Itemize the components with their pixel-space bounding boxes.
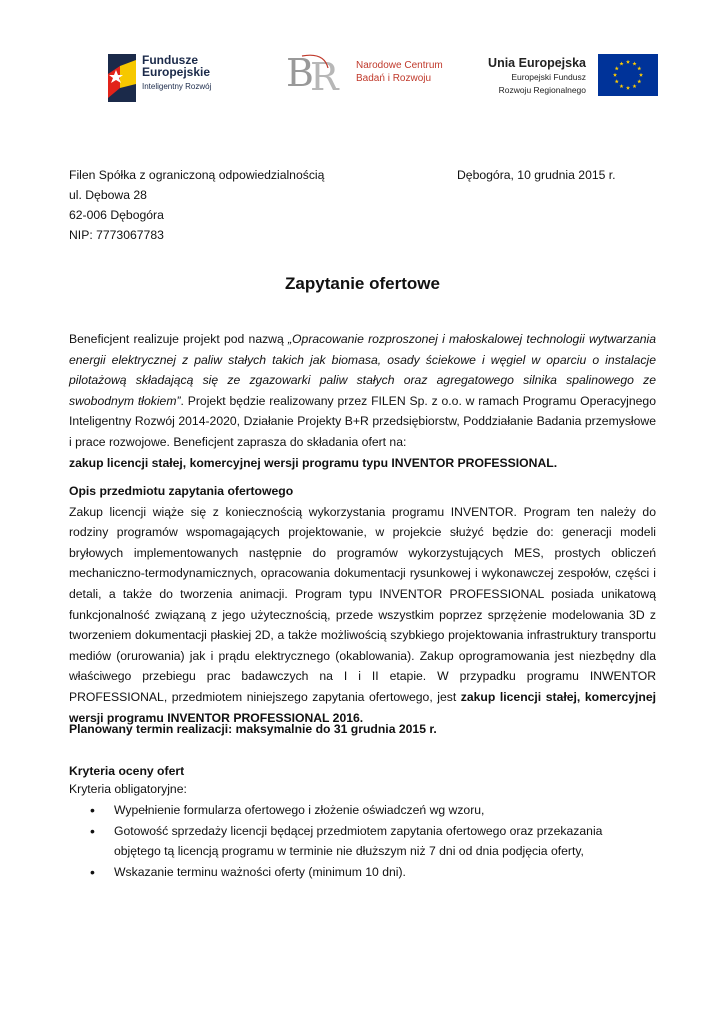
intro-paragraph [69, 329, 656, 473]
description-heading: Opis przedmiotu zapytania ofertowego [69, 484, 294, 498]
sender-street: ul. Dębowa 28 [69, 188, 147, 202]
ncbr-line1: Narodowe Centrum [356, 60, 443, 71]
eu-logo [470, 54, 658, 96]
fe-line2: Europejskie [142, 65, 211, 79]
eu-line1: Europejski Fundusz [511, 72, 586, 82]
ncbr-line2: Badań i Rozwoju [356, 73, 432, 84]
criteria-subheading: Kryteria obligatoryjne: [69, 782, 187, 796]
intro-rest: . Projekt będzie realizowany przez FILEN Sp. z o.o. w ramach Programu Operacyjnego Inteligentny Rozwój 2014-2020, Działanie Projekty B+R przedsiębiorstw, Poddziałanie Badania przemysłowe i prace rozwojowe. Beneficjent zaprasza do składania ofert na: [69, 393, 656, 449]
description-bold-end: zakup licencji stałej, komercyjnej wersji programu INVENTOR PROFESSIONAL 2016. [69, 689, 656, 725]
sender-company: Filen Spółka z ograniczoną odpowiedzialnością [69, 168, 325, 182]
fundusze-europejskie-logo [108, 54, 211, 102]
eu-title: Unia Europejska [488, 56, 586, 70]
description-section [69, 484, 656, 728]
criteria-item: • Gotowość sprzedaży licencji będącej przedmiotem zapytania ofertowego oraz przekazania objętego tą licencją programu w terminie nie dłuższym niż 7 dni od dnia podjęcia oferty, [90, 821, 650, 862]
eu-line2: Rozwoju Regionalnego [498, 85, 586, 95]
fundusze-europejskie-icon [108, 54, 136, 102]
fe-line3: Inteligentny Rozwój [142, 82, 212, 91]
ncbr-logo [284, 50, 443, 94]
svg-text:B: B [286, 51, 314, 94]
eu-flag-icon [598, 54, 658, 96]
description-text: Zakup licencji wiąże się z koniecznością wykorzystania programu INVENTOR. Program ten należy do rodziny programów wspomagających projektowanie, w projekcie służyć będzie do: generacji modeli bryłowych implementowanych następnie do programów wykorzystujących MES, prostych obliczeń mechaniczno-termodynamicznych, opracowania dokumentacji rysunkowej i wykonawczej zespołów, części i detali, a także do tworzenia animacji. Program typu INVENTOR PROFESSIONAL posiada unikatową funkcjonalność związaną z jego użytecznością, przede wszystkim poprzez sprzężenie modelowania 3D z tworzeniem dokumentacji płaskiej 2D, a także możliwością szybkiego projektowania infrastruktury transportu mediów (orurowania) jak i prądu elektrycznego (okablowania). Zakup oprogramowania jest niezbędny dla właściwego przebiegu prac badawczych na I i II etapie. W przypadku programu INWENTOR PROFESSIONAL, przedmiotem niniejszego zapytania ofertowego, jest [69, 504, 656, 704]
sender-city: 62-006 Dębogóra [69, 208, 164, 222]
document-date: Dębogóra, 10 grudnia 2015 r. [457, 168, 616, 182]
sender-nip: NIP: 7773067783 [69, 228, 164, 242]
sender-address [69, 165, 324, 245]
project-name: „Opracowanie rozproszonej i małoskalowej technologii wytwarzania energii elektrycznej z paliw stałych takich jak biomasa, osady ściekowe i węgiel w oparciu o instalacje pilotażową składającą się ze zgazowarki paliw stałych oraz agregatowego silnika spalinowego ze swobodnym tłokiem” [69, 332, 656, 408]
criteria-item: • Wskazanie terminu ważności oferty (minimum 10 dni). [90, 862, 650, 883]
fe-line1: Fundusze [142, 53, 198, 67]
criteria-heading: Kryteria oceny ofert [69, 764, 185, 778]
criteria-item: • Wypełnienie formularza ofertowego i złożenie oświadczeń wg wzoru, [90, 800, 650, 821]
termin-realizacji: Planowany termin realizacji: maksymalnie do 31 grudnia 2015 r. [69, 722, 437, 736]
intro-subject: zakup licencji stałej, komercyjnej wersji programu typu INVENTOR PROFESSIONAL. [69, 455, 558, 470]
intro-lead: Beneficjent realizuje projekt pod nazwą [69, 332, 288, 346]
svg-text:R: R [310, 55, 339, 94]
ncbr-br-icon [284, 50, 348, 94]
document-title: Zapytanie ofertowe [285, 274, 440, 293]
criteria-list [90, 800, 650, 882]
